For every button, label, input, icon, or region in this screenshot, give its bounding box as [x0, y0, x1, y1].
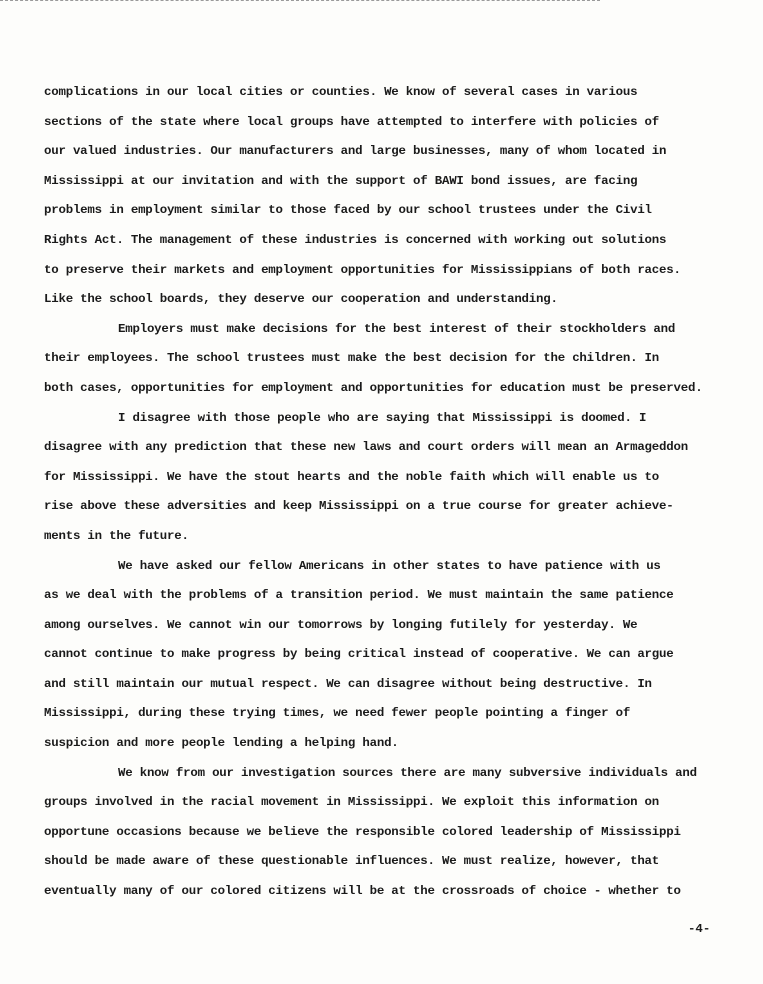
text-line: as we deal with the problems of a transition period. We must maintain the same patience: [44, 588, 674, 603]
paragraph-first-line: We know from our investigation sources there are many subversive individuals and: [118, 765, 697, 780]
text-line: ments in the future.: [44, 528, 189, 543]
text-line: sections of the state where local groups have attempted to interfere with policies of: [44, 114, 660, 129]
text-line: rise above these adversities and keep Mississippi on a true course for greater achieve-: [44, 499, 674, 514]
text-line: both cases, opportunities for employment and opportunities for education must be preserved.: [44, 380, 703, 395]
text-line: should be made aware of these questionable influences. We must realize, however, that: [44, 854, 660, 869]
text-line: Mississippi, during these trying times, we need fewer people pointing a finger of: [44, 706, 631, 721]
body-text: [44, 78, 734, 907]
text-line: problems in employment similar to those faced by our school trustees under the Civil: [44, 203, 652, 218]
text-line: Rights Act. The management of these industries is concerned with working out solutions: [44, 232, 667, 247]
text-line: eventually many of our colored citizens will be at the crossroads of choice - whether to: [44, 884, 681, 899]
text-line: and still maintain our mutual respect. We can disagree without being destructive. In: [44, 676, 652, 691]
text-line: Mississippi at our invitation and with the support of BAWI bond issues, are facing: [44, 173, 638, 188]
paragraph-first-line: We have asked our fellow Americans in other states to have patience with us: [118, 558, 661, 573]
text-line: groups involved in the racial movement in Mississippi. We exploit this information on: [44, 795, 660, 810]
text-line: Like the school boards, they deserve our cooperation and understanding.: [44, 292, 558, 307]
text-line: among ourselves. We cannot win our tomorrows by longing futilely for yesterday. We: [44, 617, 638, 632]
text-line: complications in our local cities or counties. We know of several cases in various: [44, 85, 638, 99]
paragraph-first-line: I disagree with those people who are saying that Mississippi is doomed. I: [118, 410, 647, 425]
text-line: for Mississippi. We have the stout hearts and the noble faith which will enable us to: [44, 469, 660, 484]
top-edge-rule: [0, 0, 600, 1]
page-number: -4-: [688, 922, 711, 936]
text-line: to preserve their markets and employment opportunities for Mississippians of both races.: [44, 262, 681, 277]
text-line: their employees. The school trustees must make the best decision for the children. In: [44, 351, 660, 366]
paragraph-first-line: Employers must make decisions for the best interest of their stockholders and: [118, 321, 676, 336]
text-line: suspicion and more people lending a helping hand.: [44, 736, 399, 751]
text-line: opportune occasions because we believe the responsible colored leadership of Mississippi: [44, 824, 681, 839]
text-line: disagree with any prediction that these new laws and court orders will mean an Armageddon: [44, 440, 688, 455]
text-line: cannot continue to make progress by being critical instead of cooperative. We can argue: [44, 647, 674, 662]
text-line: our valued industries. Our manufacturers and large businesses, many of whom located in: [44, 144, 667, 159]
